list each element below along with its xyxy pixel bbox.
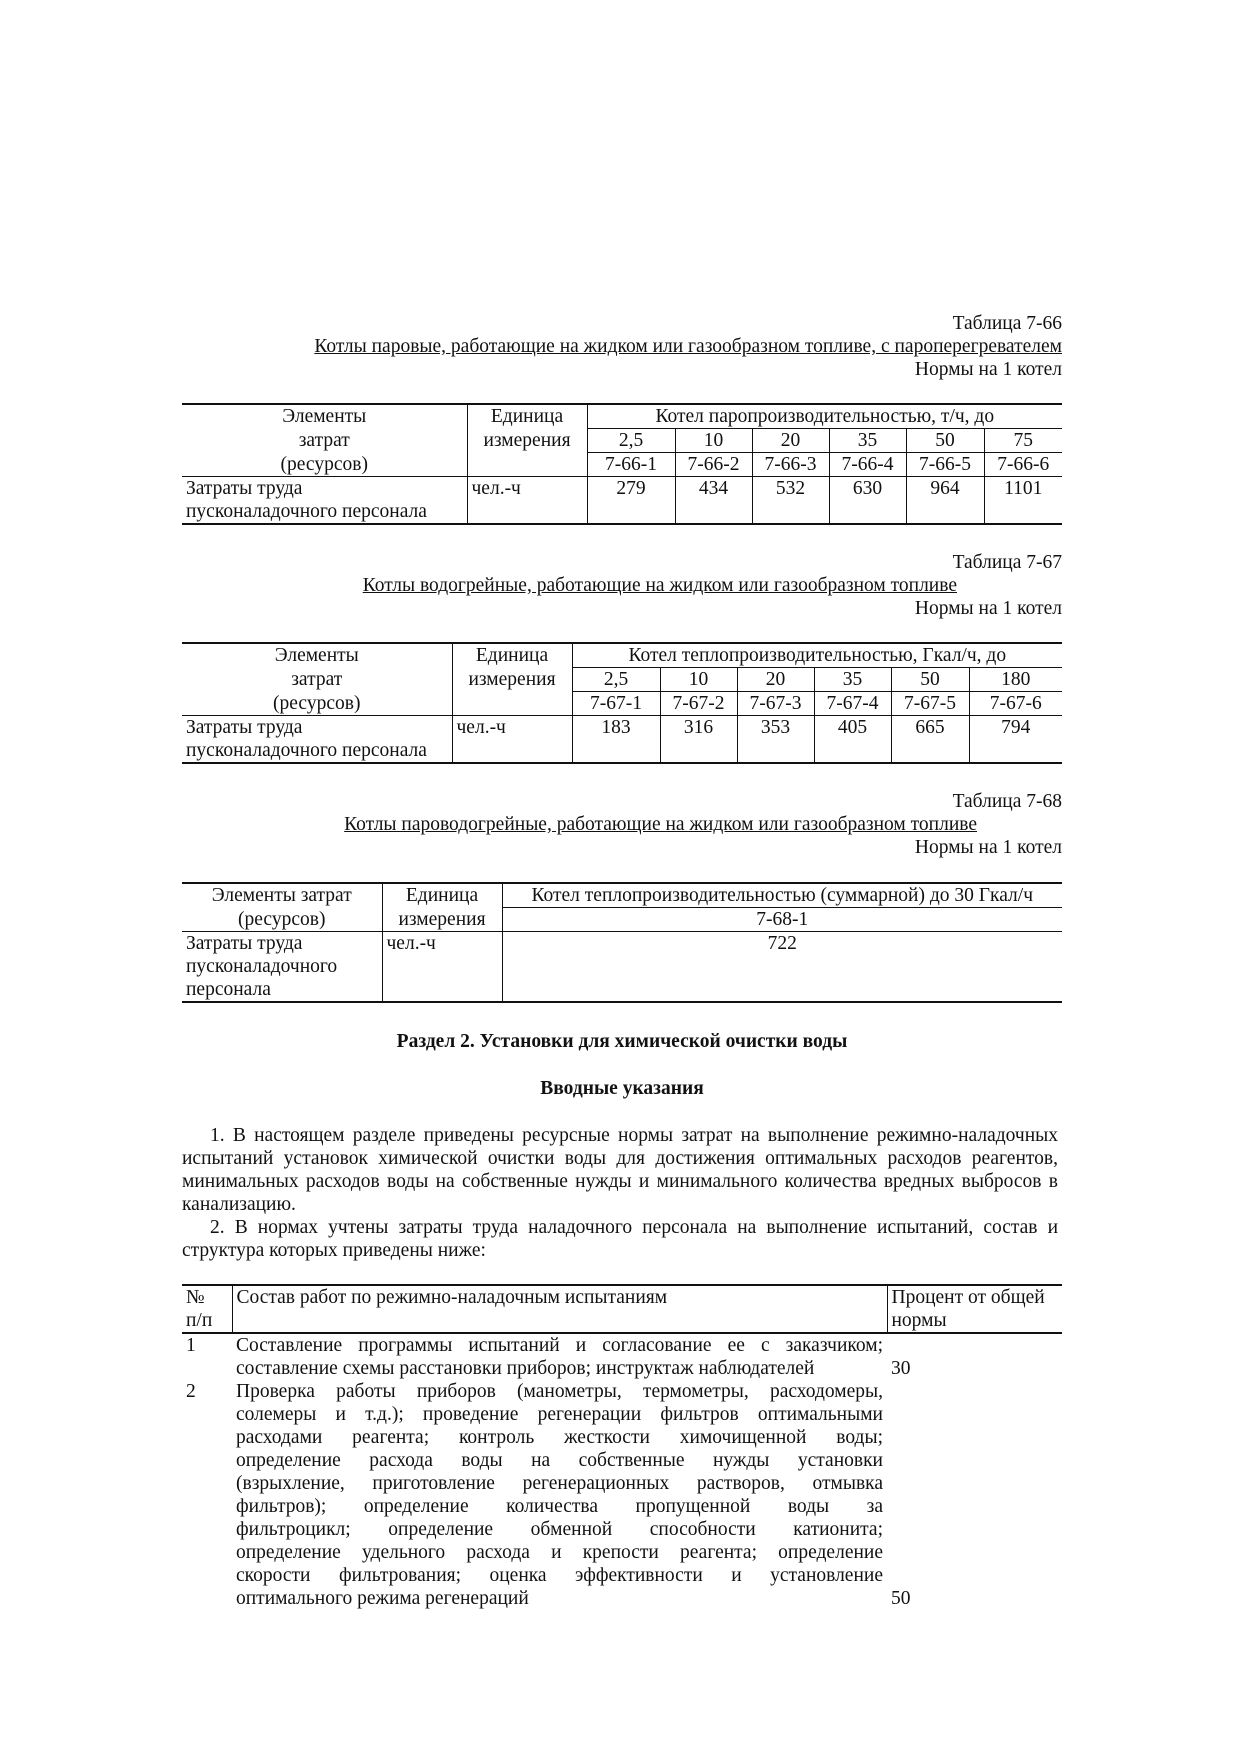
code-cell: 7-67-4 xyxy=(814,692,891,716)
value-cell: 630 xyxy=(829,477,906,525)
capacity-cell: 180 xyxy=(969,668,1062,692)
row-percent: 30 xyxy=(891,1358,911,1379)
value-cell: 434 xyxy=(675,477,752,525)
header-elements-2: (ресурсов) xyxy=(182,908,382,932)
code-cell: 7-66-2 xyxy=(675,453,752,477)
capacity-cell: 2,5 xyxy=(587,429,675,453)
code-cell: 7-66-4 xyxy=(829,453,906,477)
header-group: Котел паропроизводительностью, т/ч, до xyxy=(587,404,1062,429)
header-num: № п/п xyxy=(182,1285,232,1333)
header-elements: Элементы xyxy=(182,643,452,668)
capacity-cell: 35 xyxy=(829,429,906,453)
table-norms-note: Нормы на 1 котел xyxy=(914,598,1062,619)
code-cell: 7-66-6 xyxy=(984,453,1062,477)
table-7-68 xyxy=(182,882,1062,1003)
section-subtitle: Вводные указания xyxy=(540,1078,704,1099)
header-unit-2: измерения xyxy=(382,908,502,932)
paragraph: 2. В нормах учтены затраты труда наладочного персонала на выполнение испытаний, состав и структура которых приведены ниже: xyxy=(182,1217,1058,1261)
value-cell: 532 xyxy=(752,477,829,525)
row-percent: 50 xyxy=(891,1588,911,1609)
table-norms-note: Нормы на 1 котел xyxy=(914,359,1062,380)
row-work: Проверка работы приборов (манометры, термометры, расходомеры, солемеры и т.д.); проведение регенерации фильтров оптимальными расходами реагента; контроль жесткости химочищенной воды; определение расхода воды на собственные нужды установки (взрыхление, приготовление регенерационных растворов, отмывка фильтров); определение количества пропущенной воды за фильтроцикл; определение обменной способности катионита; определение удельного расхода и крепости реагента; определение скорости фильтрования; оценка эффективности и установление оптимального режима регенераций xyxy=(236,1381,883,1609)
paragraph: 1. В настоящем разделе приведены ресурсные нормы затрат на выполнение режимно-наладочных испытаний установок химической очистки воды для достижения оптимальных расходов реагентов, минимальных расходов воды на собственные нужды и минимального количества вредных выбросов в канализацию. xyxy=(182,1125,1058,1215)
header-unit: Единица xyxy=(467,404,587,429)
table-7-68-heading xyxy=(182,790,1062,859)
header-elements-2: затрат xyxy=(182,668,452,692)
capacity-cell: 20 xyxy=(752,429,829,453)
value-cell: 1101 xyxy=(1004,478,1043,499)
table-number: Таблица 7-68 xyxy=(952,791,1062,812)
capacity-cell: 2,5 xyxy=(572,668,660,692)
value-cell: 316 xyxy=(660,716,737,764)
header-elements-2: затрат xyxy=(182,429,467,453)
row-work: Составление программы испытаний и согласование ее с заказчиком; составление схемы расстановки приборов; инструктаж наблюдателей xyxy=(236,1335,883,1379)
row-num: 1 xyxy=(186,1335,196,1356)
table-7-66 xyxy=(182,403,1062,525)
capacity-cell: 10 xyxy=(660,668,737,692)
capacity-cell: 50 xyxy=(906,429,984,453)
table-caption: Котлы паровые, работающие на жидком или газообразном топливе, с пароперегревателем xyxy=(314,336,1062,357)
capacity-cell: 10 xyxy=(675,429,752,453)
header-group: Котел теплопроизводительностью, Гкал/ч, до xyxy=(572,643,1062,668)
code-cell: 7-68-1 xyxy=(502,908,1062,932)
code-cell: 7-67-1 xyxy=(572,692,660,716)
header-unit: Единица xyxy=(452,643,572,668)
row-label: Затраты труда пусконаладочного персонала xyxy=(182,932,382,1003)
row-unit: чел.-ч xyxy=(467,477,587,525)
table-row xyxy=(182,1333,1062,1380)
code-cell: 7-66-3 xyxy=(752,453,829,477)
intro-paragraphs xyxy=(182,1124,1058,1262)
header-work: Состав работ по режимно-наладочным испытаниям xyxy=(232,1285,887,1333)
code-cell: 7-66-5 xyxy=(906,453,984,477)
header-unit-empty xyxy=(452,692,572,716)
header-unit-empty xyxy=(467,453,587,477)
capacity-cell: 20 xyxy=(737,668,814,692)
header-elements: Элементы xyxy=(182,404,467,429)
table-caption: Котлы пароводогрейные, работающие на жидком или газообразном топливе xyxy=(344,814,977,835)
table-caption: Котлы водогрейные, работающие на жидком или газообразном топливе xyxy=(362,575,957,596)
header-percent: Процент от общей нормы xyxy=(887,1285,1062,1333)
table-row xyxy=(182,1380,1062,1610)
value-cell: 722 xyxy=(767,933,797,954)
code-cell: 7-67-5 xyxy=(891,692,969,716)
row-num: 2 xyxy=(186,1381,196,1402)
code-cell: 7-67-3 xyxy=(737,692,814,716)
table-7-67-heading xyxy=(182,551,1062,620)
row-label: Затраты труда пусконаладочного персонала xyxy=(182,477,467,525)
capacity-cell: 35 xyxy=(814,668,891,692)
header-elements-3: (ресурсов) xyxy=(182,453,467,477)
row-label: Затраты труда пусконаладочного персонала xyxy=(182,716,452,764)
header-unit: Единица xyxy=(382,883,502,908)
table-number: Таблица 7-67 xyxy=(952,552,1062,573)
value-cell: 405 xyxy=(814,716,891,764)
value-cell: 183 xyxy=(572,716,660,764)
code-cell: 7-67-2 xyxy=(660,692,737,716)
value-cell: 665 xyxy=(891,716,969,764)
table-7-67 xyxy=(182,642,1062,764)
value-cell: 279 xyxy=(587,477,675,525)
header-elements: Элементы затрат xyxy=(182,883,382,908)
table-norms-note: Нормы на 1 котел xyxy=(914,837,1062,858)
header-unit-2: измерения xyxy=(467,429,587,453)
header-elements-3: (ресурсов) xyxy=(182,692,452,716)
header-unit-2: измерения xyxy=(452,668,572,692)
section-title: Раздел 2. Установки для химической очистки воды xyxy=(396,1031,848,1052)
header-group: Котел теплопроизводительностью (суммарной) до 30 Гкал/ч xyxy=(502,883,1062,908)
row-unit: чел.-ч xyxy=(452,716,572,764)
capacity-cell: 50 xyxy=(891,668,969,692)
work-table xyxy=(182,1284,1062,1610)
value-cell: 964 xyxy=(906,477,984,525)
code-cell: 7-66-1 xyxy=(587,453,675,477)
table-7-66-heading xyxy=(182,312,1062,381)
capacity-cell: 75 xyxy=(984,429,1062,453)
table-number: Таблица 7-66 xyxy=(952,313,1062,334)
value-cell: 794 xyxy=(1001,717,1031,738)
value-cell: 353 xyxy=(737,716,814,764)
code-cell: 7-67-6 xyxy=(969,692,1062,716)
row-unit: чел.-ч xyxy=(382,932,502,1003)
